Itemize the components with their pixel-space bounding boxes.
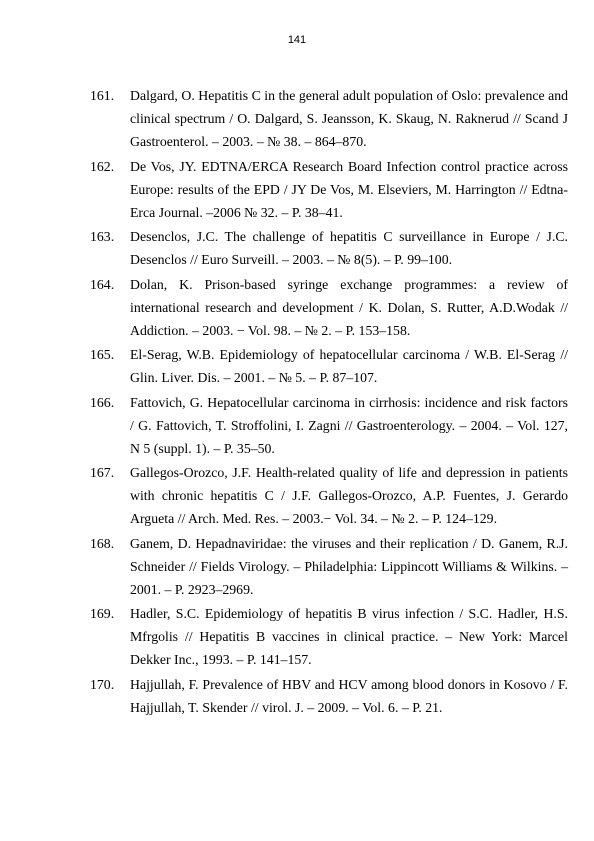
reference-number: 163. bbox=[90, 229, 115, 244]
reference-item bbox=[90, 84, 568, 153]
reference-number: 166. bbox=[90, 394, 115, 410]
reference-item bbox=[90, 461, 568, 530]
reference-text: Gallegos-Orozco, J.F. Health-related quality of life and depression in patients with chronic hepatitis C / J.F. Gallegos-Orozco, A.P. Fuentes, J. Gerardo Argueta // Arch. Med. Res. – 2003.− Vol. 34. – № 2. – P. 124–129. bbox=[130, 465, 568, 526]
reference-text: Desenclos, J.C. The challenge of hepatitis C surveillance in Europe / J.C. Desenclos // Euro Surveill. – 2003. – № 8(5). – P. 99–100. bbox=[130, 229, 568, 267]
reference-text: Hajjullah, F. Prevalence of HBV and HCV among blood donors in Kosovo / F. Hajjullah, T. Skender // virol. J. – 2009. – Vol. 6. – P. 21. bbox=[130, 676, 568, 715]
reference-item bbox=[90, 532, 568, 601]
reference-number: 170. bbox=[90, 676, 115, 692]
reference-text: Dalgard, O. Hepatitis C in the general adult population of Oslo: prevalence and clinical spectrum / O. Dalgard, S. Jeansson, K. Skaug, N. Raknerud // Scand J Gastroenterol. – 2003. – № 38. – 864–870. bbox=[130, 88, 568, 149]
reference-number: 164. bbox=[90, 276, 115, 292]
reference-list bbox=[90, 84, 568, 720]
reference-number: 165. bbox=[90, 347, 115, 362]
reference-text: Fattovich, G. Hepatocellular carcinoma in cirrhosis: incidence and risk factors / G. Fattovich, T. Stroffolini, I. Zagni // Gastroenterology. – 2004. – Vol. 127, N 5 (suppl. 1). – P. 35–50. bbox=[130, 394, 568, 456]
reference-number: 162. bbox=[90, 158, 115, 174]
reference-text: Dolan, K. Prison-based syringe exchange programmes: a review of international research and development / K. Dolan, S. Rutter, A.D.Wodak // Addiction. – 2003. − Vol. 98. – № 2. – P. 153–158. bbox=[130, 276, 568, 338]
reference-text: El-Serag, W.B. Epidemiology of hepatocellular carcinoma / W.B. El-Serag // Glin. Liver. Dis. – 2001. – № 5. – P. 87–107. bbox=[130, 347, 568, 385]
reference-text: Ganem, D. Hepadnaviridae: the viruses and their replication / D. Ganem, R.J. Schneider // Fields Virology. – Philadelphia: Lippincott Williams & Wilkins. – 2001. – P. 2923–2969. bbox=[130, 535, 568, 597]
reference-item bbox=[90, 673, 568, 719]
reference-number: 167. bbox=[90, 465, 115, 480]
reference-text: De Vos, JY. EDTNA/ERCA Research Board Infection control practice across Europe: results of the EPD / JY De Vos, M. Elseviers, M. Harrington // Edtna-Erca Journal. –2006 № 32. – P. 38–41. bbox=[130, 158, 568, 220]
reference-item bbox=[90, 155, 568, 224]
reference-item bbox=[90, 343, 568, 389]
reference-item bbox=[90, 602, 568, 671]
reference-item bbox=[90, 225, 568, 271]
reference-number: 168. bbox=[90, 535, 115, 551]
reference-number: 169. bbox=[90, 606, 115, 621]
reference-text: Hadler, S.C. Epidemiology of hepatitis B virus infection / S.C. Hadler, H.S. Mfrgolis // Hepatitis B vaccines in clinical practice. – New York: Marcel Dekker Inc., 1993. – P. 141–157. bbox=[130, 606, 568, 667]
page-number: 141 bbox=[287, 34, 307, 46]
reference-item bbox=[90, 273, 568, 342]
reference-item bbox=[90, 391, 568, 460]
reference-number: 161. bbox=[90, 88, 115, 103]
